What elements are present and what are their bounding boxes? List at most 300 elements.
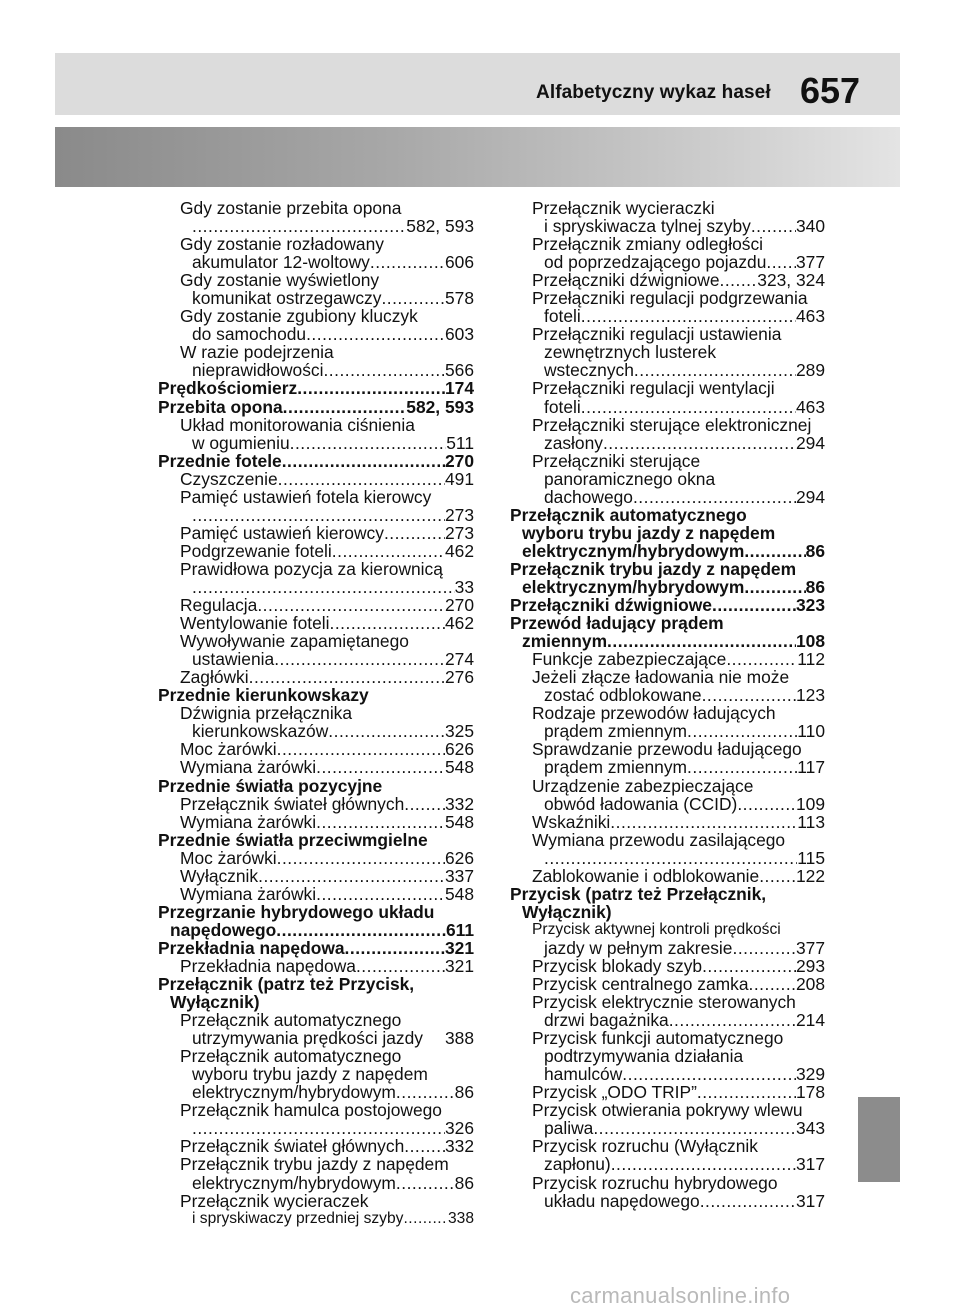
index-entry-text: Przełącznik zmiany odległości	[532, 234, 764, 255]
index-entry-text: Przycisk rozruchu (Wyłącznik	[532, 1136, 758, 1157]
index-leader-dots	[610, 813, 797, 831]
index-entry	[510, 704, 825, 722]
index-leader-dots	[274, 650, 445, 668]
index-entry	[510, 1155, 825, 1173]
index-entry-text: i spryskiwacza tylnej szyby	[544, 216, 751, 237]
index-entry	[158, 325, 474, 343]
index-entry-text: Urządzenie zabezpieczające	[532, 775, 754, 796]
index-entry-page: 270	[444, 595, 474, 616]
index-entry-text: Dźwignia przełącznika	[180, 703, 353, 724]
index-entry-page: 388	[444, 1028, 474, 1049]
index-entry-text: foteli	[544, 396, 581, 417]
index-entry	[510, 542, 825, 560]
index-entry-text: Przednie światła pozycyjne	[158, 775, 383, 796]
index-entry-page: 377	[795, 252, 825, 273]
index-entry	[510, 560, 825, 578]
index-entry-text: Przycisk funkcji automatycznego	[532, 1028, 784, 1049]
index-entry	[158, 379, 474, 397]
index-entry	[158, 668, 474, 686]
index-entry-page: 611	[445, 919, 474, 940]
index-entry	[158, 1119, 474, 1137]
index-entry-page: 117	[797, 757, 825, 778]
index-entry-text: zapłonu)	[544, 1154, 611, 1175]
index-leader-dots	[282, 452, 445, 470]
index-entry-text: Wyłącznik	[180, 865, 259, 886]
index-entry	[510, 1083, 825, 1101]
index-entry-page: 340	[795, 216, 825, 237]
index-entry	[510, 1192, 825, 1210]
index-entry-page: 578	[444, 288, 474, 309]
index-entry	[158, 885, 474, 903]
index-entry-text: Podgrzewanie foteli	[180, 540, 332, 561]
index-entry-text: Zablokowanie i odblokowanie	[532, 865, 760, 886]
index-leader-dots	[687, 758, 797, 776]
index-entry-text: nieprawidłowości	[192, 360, 324, 381]
index-entry-text: Przełącznik automatycznego	[180, 1010, 402, 1031]
index-leader-dots	[277, 740, 445, 758]
index-entry-page: 326	[444, 1118, 474, 1139]
index-entry	[510, 1119, 825, 1137]
index-entry-page: 337	[444, 865, 474, 886]
index-entry	[510, 957, 825, 975]
index-entry	[158, 1047, 474, 1065]
index-entry	[158, 813, 474, 831]
index-leader-dots	[323, 361, 445, 379]
index-leader-dots	[332, 542, 445, 560]
index-leader-dots	[607, 632, 796, 650]
index-leader-dots	[328, 722, 445, 740]
index-entry-text: i spryskiwaczy przedniej szyby	[192, 1209, 404, 1227]
index-entry-text: Przycisk „ODO TRIP”	[532, 1082, 697, 1103]
index-entry-page: 325	[444, 721, 474, 742]
index-entry	[510, 452, 825, 470]
index-entry	[510, 668, 825, 686]
index-entry-page: 332	[444, 793, 474, 814]
index-leader-dots	[732, 939, 796, 957]
index-entry-page: 174	[444, 378, 474, 399]
index-entry-page: 293	[795, 955, 825, 976]
index-entry	[158, 758, 474, 776]
page-header-title: Alfabetyczny wykaz haseł	[536, 82, 771, 103]
index-entry-text: elektrycznym/hybrydowym	[522, 540, 745, 561]
index-entry	[510, 1029, 825, 1047]
index-entry-text: kierunkowskazów	[192, 721, 329, 742]
index-entry-text: Pamięć ustawień kierowcy	[180, 522, 384, 543]
index-leader-dots	[404, 795, 445, 813]
index-entry-page: 294	[795, 486, 825, 507]
index-entry-text: komunikat ostrzegawczy	[192, 288, 382, 309]
index-leader-dots	[396, 1083, 455, 1101]
index-entry-text: Przełączniki dźwigniowe	[510, 595, 712, 616]
index-entry	[158, 560, 474, 578]
index-entry-text: Moc żarówki	[180, 847, 277, 868]
index-entry	[158, 993, 474, 1011]
index-entry	[510, 740, 825, 758]
index-entry-page: 491	[444, 468, 474, 489]
index-entry	[158, 524, 474, 542]
index-entry-text: Regulacja	[180, 595, 258, 616]
index-leader-dots	[258, 867, 445, 885]
index-entry-text: Przycisk rozruchu hybrydowego	[532, 1172, 778, 1193]
index-entry-text: Rodzaje przewodów ładujących	[532, 703, 776, 724]
index-entry-page: 582, 593	[406, 216, 474, 237]
index-entry	[158, 1155, 474, 1173]
index-entry	[158, 578, 474, 596]
index-entry	[158, 740, 474, 758]
index-entry	[510, 470, 825, 488]
index-entry	[510, 795, 825, 813]
index-entry-text: Gdy zostanie wyświetlony	[180, 270, 380, 291]
index-entry	[158, 416, 474, 434]
index-leader-dots	[276, 921, 446, 939]
index-entry-page: 582, 593	[406, 396, 474, 417]
index-entry-page: 109	[795, 793, 825, 814]
index-entry	[158, 506, 474, 524]
index-entry	[158, 289, 474, 307]
index-column-right	[510, 199, 825, 1210]
index-entry-text: Przełącznik trybu jazdy z napędem	[510, 558, 797, 579]
index-entry-text: napędowego	[170, 919, 277, 940]
index-entry-page: 317	[795, 1154, 825, 1175]
index-leader-dots	[283, 398, 407, 416]
index-entry	[510, 434, 825, 452]
index-entry-text: Przełącznik hamulca postojowego	[180, 1100, 442, 1121]
index-leader-dots	[669, 1011, 796, 1029]
index-leader-dots	[702, 686, 796, 704]
index-entry	[510, 650, 825, 668]
index-entry	[510, 849, 825, 867]
index-entry-text: zmiennym	[522, 631, 608, 652]
index-entry-page: 317	[795, 1190, 825, 1211]
index-entry	[158, 398, 474, 416]
index-entry-text: Wskaźniki	[532, 811, 611, 832]
index-entry-text: Przekładnia napędowa	[158, 937, 345, 958]
index-entry-text: Przełącznik wycieraczki	[532, 198, 715, 218]
index-entry-page: 86	[805, 576, 825, 597]
index-entry-text: Przełącznik automatycznego	[180, 1046, 402, 1067]
index-entry-text: układu napędowego	[544, 1190, 700, 1211]
index-entry-text: elektrycznym/hybrydowym	[192, 1172, 396, 1193]
index-entry	[510, 524, 825, 542]
index-entry-text: Pamięć ustawień fotela kierowcy	[180, 486, 432, 507]
index-entry-page: 463	[795, 396, 825, 417]
index-leader-dots	[297, 379, 445, 397]
index-leader-dots	[192, 1119, 445, 1137]
index-entry-text: Przednie fotele	[158, 450, 282, 471]
index-entry-page: 294	[795, 432, 825, 453]
index-entry-text: Przełącznik automatycznego	[510, 504, 747, 525]
index-entry-text: obwód ładowania (CCID)	[544, 793, 738, 814]
index-entry-text: Przełącznik świateł głównych	[180, 793, 405, 814]
index-leader-dots	[581, 398, 796, 416]
index-entry-text: prądem zmiennym	[544, 757, 688, 778]
index-entry-text: Sprawdzanie przewodu ładującego	[532, 739, 802, 760]
index-entry-text: Wymiana przewodu zasilającego	[532, 829, 786, 850]
index-entry-page: 548	[444, 757, 474, 778]
index-entry-text: Przycisk elektrycznie sterowanych	[532, 992, 796, 1013]
index-entry	[510, 578, 825, 596]
index-entry	[510, 217, 825, 235]
index-entry	[510, 1047, 825, 1065]
index-entry	[510, 758, 825, 776]
index-entry-text: dachowego	[544, 486, 633, 507]
index-entry-text: Gdy zostanie rozładowany	[180, 234, 384, 255]
index-entry-text: Gdy zostanie zgubiony kluczyk	[180, 306, 418, 327]
index-entry	[510, 686, 825, 704]
watermark: carmanualsonline.info	[570, 1283, 791, 1308]
index-entry-text: Wymiana żarówki	[180, 757, 317, 778]
index-entry-text: Przełącznik trybu jazdy z napędem	[180, 1154, 449, 1175]
index-leader-dots	[633, 488, 796, 506]
index-entry-page: 463	[795, 306, 825, 327]
index-entry	[158, 849, 474, 867]
index-leader-dots	[306, 325, 445, 343]
index-leader-dots	[277, 849, 445, 867]
index-entry	[510, 813, 825, 831]
index-entry	[158, 1137, 474, 1155]
index-entry	[510, 289, 825, 307]
index-leader-dots	[766, 253, 796, 271]
index-entry-text: Funkcje zabezpieczające	[532, 649, 727, 670]
index-entry-text: utrzymywania prędkości jazdy	[192, 1028, 423, 1049]
index-entry-text: Przebita opona	[158, 396, 283, 417]
index-entry	[158, 795, 474, 813]
index-entry	[158, 1065, 474, 1083]
index-entry	[510, 1101, 825, 1119]
index-entry-page: 548	[444, 811, 474, 832]
index-entry-text: Wyłącznik)	[170, 992, 260, 1013]
index-leader-dots	[192, 578, 455, 596]
index-entry	[158, 488, 474, 506]
index-entry	[510, 831, 825, 849]
index-leader-dots	[702, 957, 796, 975]
index-entry	[158, 434, 474, 452]
index-entry-text: Czyszczenie	[180, 468, 278, 489]
index-entry	[510, 343, 825, 361]
index-entry-text: Przycisk centralnego zamka	[532, 974, 749, 995]
header-bar	[55, 53, 900, 115]
index-entry-page: 86	[805, 540, 825, 561]
index-entry-text: Przełączniki regulacji ustawienia	[532, 324, 782, 345]
index-entry	[158, 650, 474, 668]
index-entry-text: Przełączniki dźwigniowe	[532, 270, 720, 291]
index-entry-page: 566	[444, 360, 474, 381]
index-entry-page: 321	[444, 937, 474, 958]
index-entry	[158, 777, 474, 795]
index-entry	[158, 1192, 474, 1210]
page-number: 657	[800, 70, 861, 111]
index-entry-page: 323, 324	[757, 270, 825, 291]
index-entry	[158, 596, 474, 614]
index-entry	[158, 307, 474, 325]
index-entry	[158, 343, 474, 361]
index-entry-text: foteli	[544, 306, 581, 327]
index-entry-page: 377	[795, 937, 825, 958]
index-leader-dots	[593, 1119, 796, 1137]
index-leader-dots	[316, 885, 445, 903]
index-entry	[158, 235, 474, 253]
index-entry	[510, 993, 825, 1011]
index-entry-text: drzwi bagażnika	[544, 1010, 669, 1031]
index-entry-text: panoramicznego okna	[544, 468, 716, 489]
index-entry-page: 208	[795, 974, 825, 995]
index-entry	[158, 686, 474, 704]
index-entry-text: jazdy w pełnym zakresie	[544, 937, 733, 958]
index-entry-text: Przycisk (patrz też Przełącznik,	[510, 883, 767, 904]
index-entry	[158, 975, 474, 993]
index-entry-text: Moc żarówki	[180, 739, 277, 760]
index-entry-page: 626	[444, 847, 474, 868]
index-entry	[510, 235, 825, 253]
index-entry-text: W razie podejrzenia	[180, 342, 334, 363]
index-leader-dots	[330, 614, 445, 632]
index-leader-dots	[737, 795, 796, 813]
index-entry	[158, 921, 474, 939]
index-entry	[158, 1210, 474, 1228]
index-entry	[158, 217, 474, 235]
index-entry-text: Przełączniki sterujące elektronicznej	[532, 414, 812, 435]
index-entry-text: Przełączniki sterujące	[532, 450, 701, 471]
index-entry-text: wyboru trybu jazdy z napędem	[192, 1064, 428, 1085]
index-entry	[510, 307, 825, 325]
index-entry	[510, 975, 825, 993]
index-entry-text: zasłony	[544, 432, 603, 453]
index-leader-dots	[290, 434, 447, 452]
index-entry-page: 321	[444, 955, 474, 976]
index-entry	[510, 506, 825, 524]
index-entry-text: zostać odblokowane	[544, 685, 702, 706]
index-leader-dots	[249, 668, 445, 686]
index-entry	[158, 253, 474, 271]
index-entry-text: Zagłówki	[180, 667, 249, 688]
index-entry-text: Przełącznik wycieraczek	[180, 1190, 369, 1211]
index-leader-dots	[697, 1083, 796, 1101]
index-entry-page: 332	[444, 1136, 474, 1157]
index-entry	[510, 1137, 825, 1155]
index-entry	[158, 1101, 474, 1119]
index-entry-text: wstecznych	[544, 360, 634, 381]
index-entry	[510, 885, 825, 903]
index-entry	[510, 271, 825, 289]
index-entry	[510, 1011, 825, 1029]
index-entry-page: 273	[444, 504, 474, 525]
index-entry-text: hamulców	[544, 1064, 623, 1085]
index-entry-text: paliwa	[544, 1118, 594, 1139]
index-entry-page: 276	[444, 667, 474, 688]
index-leader-dots	[603, 434, 796, 452]
index-entry	[158, 903, 474, 921]
index-entry	[510, 325, 825, 343]
index-leader-dots	[381, 289, 445, 307]
index-entry-page: 606	[444, 252, 474, 273]
index-entry-page: 214	[795, 1010, 825, 1031]
index-entry	[510, 939, 825, 957]
index-leader-dots	[403, 1210, 448, 1228]
index-entry	[510, 867, 825, 885]
index-leader-dots	[622, 1065, 796, 1083]
index-entry-text: Przycisk aktywnej kontroli prędkości	[532, 920, 781, 938]
index-entry	[510, 488, 825, 506]
index-entry-page: 86	[454, 1172, 474, 1193]
index-entry-text: akumulator 12-woltowy	[192, 252, 370, 273]
index-entry	[158, 831, 474, 849]
index-entry-text: od poprzedzającego pojazdu	[544, 252, 767, 273]
index-entry	[158, 1011, 474, 1029]
index-entry	[158, 867, 474, 885]
index-entry	[510, 596, 825, 614]
index-entry-page: 123	[795, 685, 825, 706]
index-entry	[158, 542, 474, 560]
index-leader-dots	[634, 361, 796, 379]
index-leader-dots	[396, 1174, 455, 1192]
index-leader-dots	[192, 506, 445, 524]
index-entry-text: Wymiana żarówki	[180, 811, 317, 832]
index-entry-page: 511	[446, 432, 474, 453]
index-entry-page: 108	[795, 631, 825, 652]
index-entry-text: Przełącznik świateł głównych	[180, 1136, 405, 1157]
index-leader-dots	[257, 596, 445, 614]
index-entry	[158, 1174, 474, 1192]
index-entry-text: Przednie światła przeciwmgielne	[158, 829, 428, 850]
index-entry	[510, 632, 825, 650]
index-leader-dots	[751, 217, 796, 235]
index-entry-text: ustawienia	[192, 649, 275, 670]
index-entry-text: Przewód ładujący prądem	[510, 613, 724, 634]
index-entry	[510, 1174, 825, 1192]
index-leader-dots	[749, 975, 796, 993]
index-leader-dots	[356, 957, 445, 975]
index-leader-dots	[316, 813, 445, 831]
index-leader-dots	[759, 867, 796, 885]
index-leader-dots	[726, 650, 797, 668]
index-entry	[158, 632, 474, 650]
index-entry	[158, 1083, 474, 1101]
index-entry-page: 603	[444, 324, 474, 345]
index-entry-text: Prawidłowa pozycja za kierownicą	[180, 558, 443, 579]
index-leader-dots	[744, 542, 805, 560]
index-entry	[510, 903, 825, 921]
index-entry-text: w ogumieniu	[192, 432, 290, 453]
index-entry-text: elektrycznym/hybrydowym	[522, 576, 745, 597]
index-entry	[158, 361, 474, 379]
index-entry-text: Wentylowanie foteli	[180, 613, 330, 634]
index-entry	[158, 452, 474, 470]
index-leader-dots	[581, 307, 796, 325]
decorative-gradient-band	[55, 127, 900, 187]
index-entry-page: 626	[444, 739, 474, 760]
index-entry-page: 270	[444, 450, 474, 471]
index-entry	[158, 957, 474, 975]
index-entry-text: Układ monitorowania ciśnienia	[180, 414, 415, 435]
index-entry-text: Przednie kierunkowskazy	[158, 685, 369, 706]
index-entry-page: 323	[795, 595, 825, 616]
index-leader-dots	[316, 758, 445, 776]
index-entry-text: Przełączniki regulacji wentylacji	[532, 378, 775, 399]
section-thumb-tab	[858, 1097, 900, 1182]
index-entry	[158, 470, 474, 488]
index-entry-page: 289	[795, 360, 825, 381]
index-entry-page: 338	[447, 1209, 474, 1227]
index-leader-dots	[544, 849, 797, 867]
index-entry-text: Przycisk otwierania pokrywy wlewu	[532, 1100, 803, 1121]
index-entry-text: Przycisk blokady szyb	[532, 955, 703, 976]
index-entry-page: 462	[444, 540, 474, 561]
index-entry-text: wyboru trybu jazdy z napędem	[522, 522, 776, 543]
index-entry	[510, 614, 825, 632]
index-entry	[510, 199, 825, 217]
index-entry-page: 115	[797, 847, 825, 868]
index-entry-text: Przegrzanie hybrydowego układu	[158, 901, 435, 922]
